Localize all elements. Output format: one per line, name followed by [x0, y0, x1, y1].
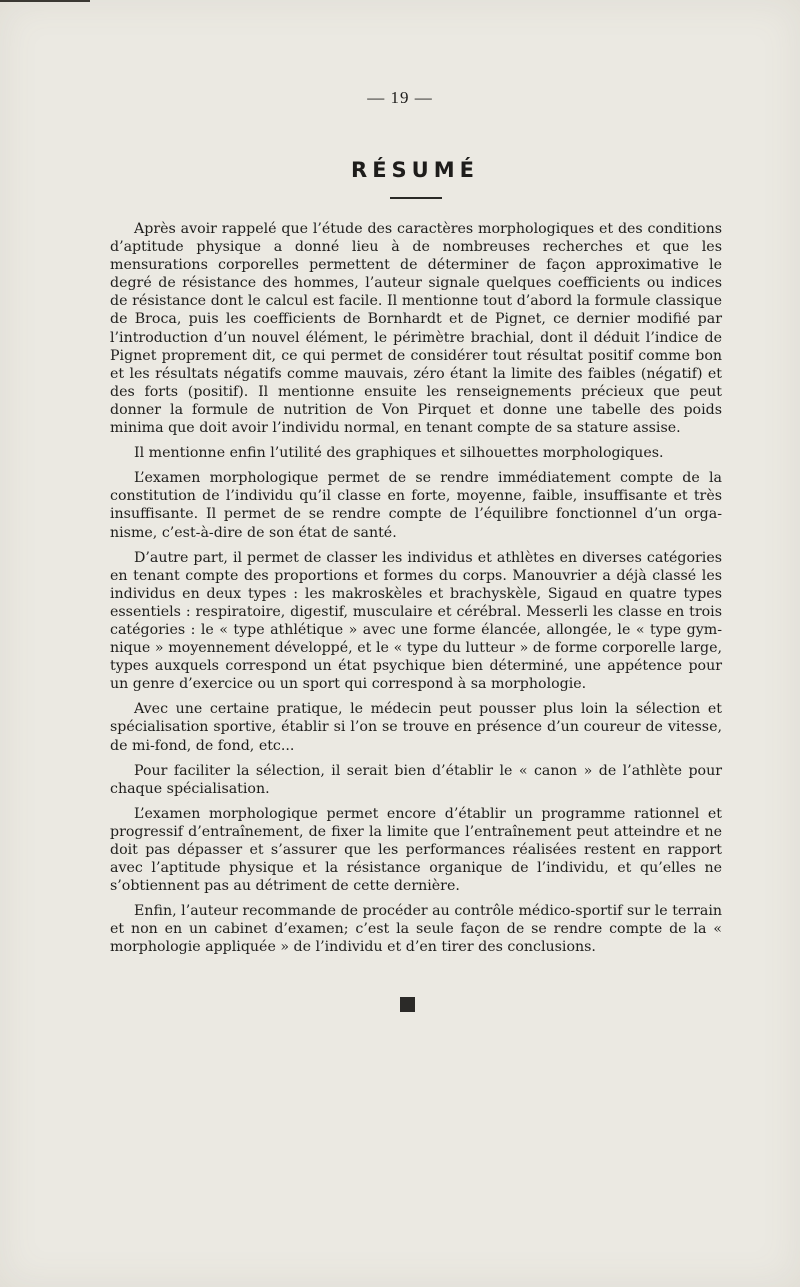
- summary-body: [110, 220, 722, 964]
- paragraph-5: Avec une certaine pratique, le médecin peut pousser plus loin la sélection et spécialisation sportive, établir si l’on se trouve en présence d’un coureur de vitesse, de mi-fond, de fond, etc...: [110, 701, 722, 754]
- paragraph-8: Enfin, l’auteur recommande de procéder au contrôle médico-sportif sur le terrain et non en un cabinet d’examen; c’est la seule façon de se rendre compte de la « morphologie appliquée » de l’individu et d’en tirer des conclusions.: [110, 903, 722, 956]
- paragraph-6: Pour faciliter la sélection, il serait bien d’établir le « canon » de l’athlète pour chaque spécialisation.: [110, 762, 722, 797]
- paragraph-3: L’examen morphologique permet de se rendre immédiatement compte de la constitution de l’individu qu’il classe en forte, moyenne, faible, insuffisante et très insuffisante. Il permet de se rendre compte de l’équilibre fonctionnel d’un organisme, c’est-à-dire de son état de santé.: [110, 470, 722, 541]
- title-underline: [390, 197, 442, 199]
- end-of-text-mark: [400, 997, 415, 1012]
- paragraph-1: Après avoir rappelé que l’étude des caractères morphologiques et des conditions d’aptitude physique a donné lieu à de nombreuses recherches et que les mensurations corporelles permettent de déterminer de façon approximative le degré de résistance des hommes, l’auteur signale quelques coefficients ou indices de résistance dont le calcul est facile. Il mentionne tout d’abord la formule classique de Broca, puis les coefficients de Bornhardt et de Pignet, ce dernier modifié par l’introduction d’un nouvel élément, le périmètre brachial, dont il déduit l’indice de Pignet proprement dit, ce qui permet de considérer tout résultat positif comme bon et les résultats négatifs comme mauvais, zéro étant la limite des faibles (négatif) et des forts (positif). Il mentionne ensuite les renseignements précieux que peut donner la formule de nutrition de Von Pirquet et donne une tabelle des poids minima que doit avoir l’individu normal, en tenant compte de sa stature assise.: [110, 221, 722, 437]
- page-number: — 19 —: [367, 88, 433, 107]
- paragraph-2: Il mentionne enfin l’utilité des graphiques et silhouettes morphologiques.: [134, 445, 664, 462]
- top-edge-rule: [0, 0, 90, 2]
- paragraph-7: L’examen morphologique permet encore d’établir un programme rationnel et progressif d’entraînement, de fixer la limite que l’entraînement peut atteindre et ne doit pas dépasser et s’assurer que les performances réalisées restent en rapport avec l’aptitude physique et la résistance organique de l’individu, et qu’elles ne s’obtiennent pas au détriment de cette dernière.: [110, 805, 722, 895]
- page-title: RÉSUMÉ: [351, 158, 479, 182]
- paragraph-4: D’autre part, il permet de classer les individus et athlètes en diverses catégories en tenant compte des proportions et formes du corps. Manouvrier a déjà classé les individus en deux types : les makroskèles et brachyskèle, Sigaud en quatre types essentiels : respiratoire, digestif, musculaire et cérébral. Messerli les classe en trois catégories : le « type athlétique » avec une forme élancée, allongée, le « type gymnique » moyennement développé, et le « type du lutteur » de forme corporelle large, types auxquels correspond un état psychique bien déterminé, une appétence pour un genre d’exercice ou un sport qui correspond à sa morphologie.: [110, 549, 722, 693]
